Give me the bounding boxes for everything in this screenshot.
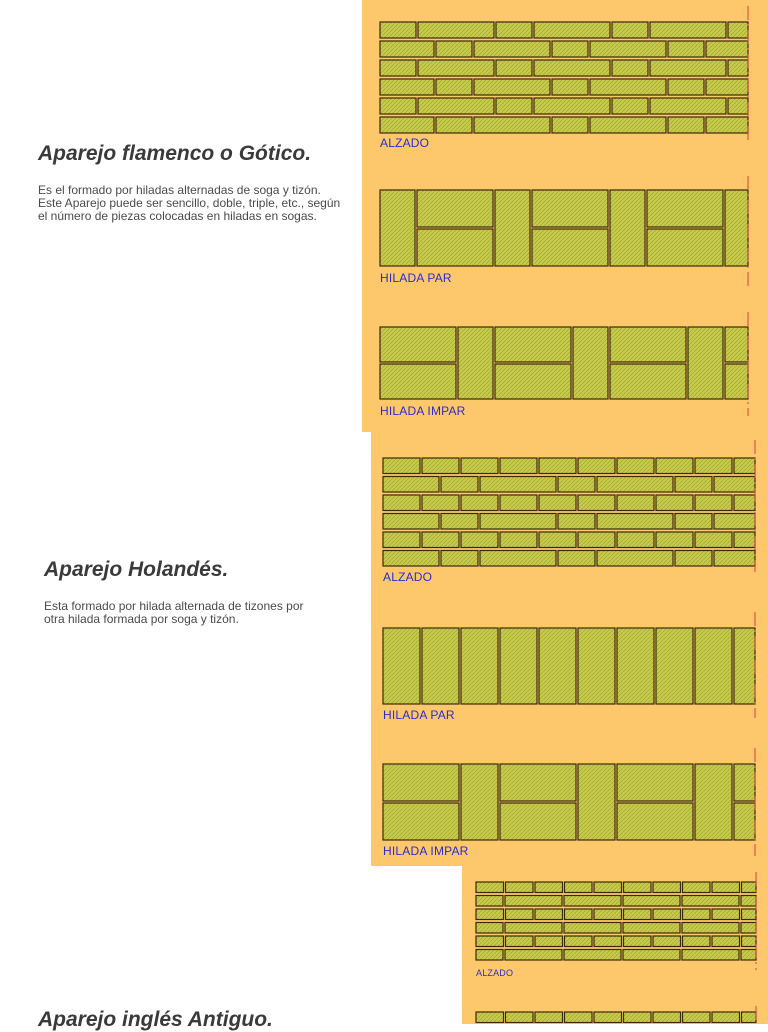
- brick: [506, 1012, 534, 1023]
- brick: [476, 936, 504, 947]
- brick: [573, 327, 608, 399]
- section-old-english-bond: [0, 866, 768, 1031]
- brick: [610, 327, 686, 362]
- brick: [734, 803, 755, 840]
- brick: [383, 803, 459, 840]
- hilada-par-label: HILADA PAR: [383, 708, 455, 722]
- brick: [741, 923, 756, 934]
- brick: [683, 1012, 711, 1023]
- brick: [476, 882, 504, 893]
- brick: [712, 882, 740, 893]
- brick: [564, 896, 621, 907]
- brick: [623, 950, 680, 961]
- brick: [682, 923, 739, 934]
- brick: [742, 909, 757, 920]
- brick: [695, 764, 732, 840]
- brick: [535, 882, 563, 893]
- bond-drawing-panel: [362, 0, 768, 432]
- brick: [476, 909, 504, 920]
- brick: [565, 1012, 593, 1023]
- brick: [476, 896, 503, 907]
- brick: [380, 364, 456, 399]
- section-description: [38, 184, 348, 223]
- brick: [624, 909, 652, 920]
- brick: [653, 909, 681, 920]
- brick: [565, 909, 593, 920]
- brick: [506, 909, 534, 920]
- brick: [594, 909, 622, 920]
- brick: [683, 936, 711, 947]
- hilada-impar-label: HILADA IMPAR: [380, 404, 466, 418]
- alzado-label: ALZADO: [476, 968, 514, 978]
- brick: [564, 923, 621, 934]
- section-title: Aparejo inglés Antiguo.: [38, 1008, 273, 1031]
- brick: [623, 923, 680, 934]
- brick: [380, 327, 456, 362]
- hilada-impar-drawing: [362, 0, 768, 432]
- hilada-par-label: HILADA PAR: [380, 271, 452, 285]
- brick: [495, 327, 571, 362]
- brick: [578, 764, 615, 840]
- brick: [476, 1012, 504, 1023]
- brick: [617, 764, 693, 801]
- brick: [688, 327, 723, 399]
- brick: [725, 327, 748, 362]
- brick: [565, 936, 593, 947]
- brick: [505, 923, 562, 934]
- description-paragraph: Este Aparejo puede ser sencillo, doble, triple, etc., según el número de piezas colocadas en hiladas en sogas.: [38, 196, 341, 223]
- section-flemish-bond: [0, 0, 768, 432]
- brick: [623, 896, 680, 907]
- brick: [742, 882, 757, 893]
- brick: [535, 936, 563, 947]
- brick: [741, 950, 756, 961]
- brick: [505, 950, 562, 961]
- alzado-label: ALZADO: [383, 570, 433, 584]
- alzado-elevation-drawing: [462, 866, 768, 1024]
- brick: [564, 950, 621, 961]
- brick: [741, 896, 756, 907]
- brick: [653, 1012, 681, 1023]
- brick: [506, 936, 534, 947]
- brick: [624, 936, 652, 947]
- brick: [683, 882, 711, 893]
- brick: [653, 882, 681, 893]
- brick: [682, 950, 739, 961]
- brick: [682, 896, 739, 907]
- section-dutch-bond: [0, 432, 768, 866]
- brick: [500, 764, 576, 801]
- alzado-label: ALZADO: [380, 136, 430, 150]
- brick: [594, 936, 622, 947]
- description-paragraph: Es el formado por hiladas alternadas de soga y tizón.: [38, 183, 321, 197]
- brick: [683, 909, 711, 920]
- brick: [734, 764, 755, 801]
- bond-drawing-panel: [462, 866, 768, 1024]
- hilada-impar-label: HILADA IMPAR: [383, 844, 469, 858]
- brick: [565, 882, 593, 893]
- brick: [610, 364, 686, 399]
- brick: [506, 882, 534, 893]
- brick: [500, 803, 576, 840]
- brick: [461, 764, 498, 840]
- brick: [594, 882, 622, 893]
- hilada-impar-drawing: [371, 432, 768, 866]
- brick: [653, 936, 681, 947]
- brick: [594, 1012, 622, 1023]
- brick: [495, 364, 571, 399]
- section-description: [44, 600, 324, 626]
- brick: [535, 1012, 563, 1023]
- brick: [617, 803, 693, 840]
- brick: [712, 1012, 740, 1023]
- brick: [383, 764, 459, 801]
- description-paragraph: Esta formado por hilada alternada de tizones por otra hilada formada por soga y tizón.: [44, 599, 304, 626]
- brick: [476, 950, 503, 961]
- brick: [742, 936, 757, 947]
- brick: [725, 364, 748, 399]
- section-title: Aparejo flamenco o Gótico.: [38, 142, 312, 165]
- brick: [458, 327, 493, 399]
- brick: [712, 936, 740, 947]
- brick: [624, 882, 652, 893]
- brick: [624, 1012, 652, 1023]
- brick: [742, 1012, 757, 1023]
- brick: [505, 896, 562, 907]
- brick: [712, 909, 740, 920]
- brick: [476, 923, 503, 934]
- brick: [535, 909, 563, 920]
- bond-drawing-panel: [371, 432, 768, 866]
- section-title: Aparejo Holandés.: [44, 558, 229, 581]
